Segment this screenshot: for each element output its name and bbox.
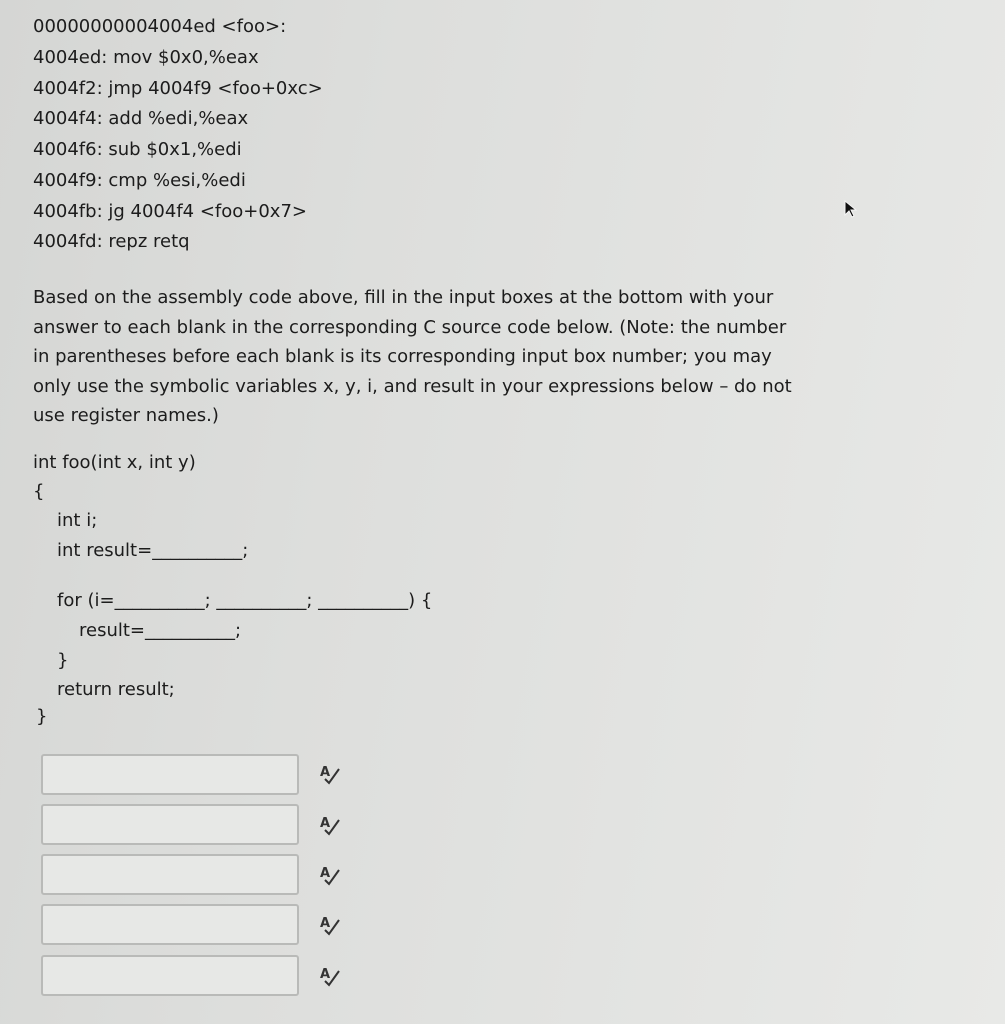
spellcheck-icon[interactable] (318, 864, 344, 886)
instructions-line-1: Based on the assembly code above, fill in the input boxes at the bottom with your (33, 287, 774, 308)
assembly-line-3: 4004f2: jmp 4004f9 <foo+0xc> (33, 78, 323, 99)
spellcheck-icon[interactable] (318, 965, 344, 987)
svg-text:A: A (320, 866, 331, 881)
assembly-line-4: 4004f4: add %edi,%eax (33, 108, 249, 129)
answer-input-1[interactable] (41, 754, 299, 795)
answer-input-3[interactable] (41, 854, 299, 895)
code-close-brace: } (36, 706, 48, 727)
code-decl-result: int result=__________; (57, 540, 249, 561)
svg-text:A: A (320, 967, 331, 982)
svg-text:A: A (320, 765, 331, 780)
instructions-line-5: use register names.) (33, 405, 219, 426)
code-for-line: for (i=__________; __________; __________) { (57, 590, 433, 611)
spellcheck-icon[interactable] (318, 914, 344, 936)
instructions-line-4: only use the symbolic variables x, y, i, and result in your expressions below – do not (33, 375, 792, 397)
code-decl-i: int i; (57, 510, 98, 531)
spellcheck-icon[interactable] (318, 763, 344, 785)
answer-input-2[interactable] (41, 804, 299, 845)
instructions-paragraph (33, 283, 823, 431)
spellcheck-icon[interactable] (318, 814, 344, 836)
assembly-line-7: 4004fb: jg 4004f4 <foo+0x7> (33, 201, 307, 222)
instructions-line-3: in parentheses before each blank is its corresponding input box number; you may (33, 346, 772, 367)
instructions-line-2: answer to each blank in the corresponding C source code below. (Note: the number (33, 316, 787, 338)
assembly-line-6: 4004f9: cmp %esi,%edi (33, 170, 246, 191)
code-body-line: result=__________; (79, 620, 242, 641)
assembly-line-5: 4004f6: sub $0x1,%edi (33, 139, 242, 160)
assembly-line-2: 4004ed: mov $0x0,%eax (33, 47, 259, 68)
svg-text:A: A (320, 916, 331, 931)
assembly-line-8: 4004fd: repz retq (33, 231, 190, 252)
code-signature: int foo(int x, int y) (33, 452, 196, 473)
code-return-line: return result; (57, 679, 175, 700)
mouse-cursor-icon (843, 199, 859, 223)
code-inner-close-brace: } (57, 650, 69, 671)
answer-input-4[interactable] (41, 904, 299, 945)
answer-input-5[interactable] (41, 955, 299, 996)
assembly-line-1: 00000000004004ed <foo>: (33, 16, 287, 37)
code-open-brace: { (33, 481, 45, 502)
svg-text:A: A (320, 816, 331, 831)
